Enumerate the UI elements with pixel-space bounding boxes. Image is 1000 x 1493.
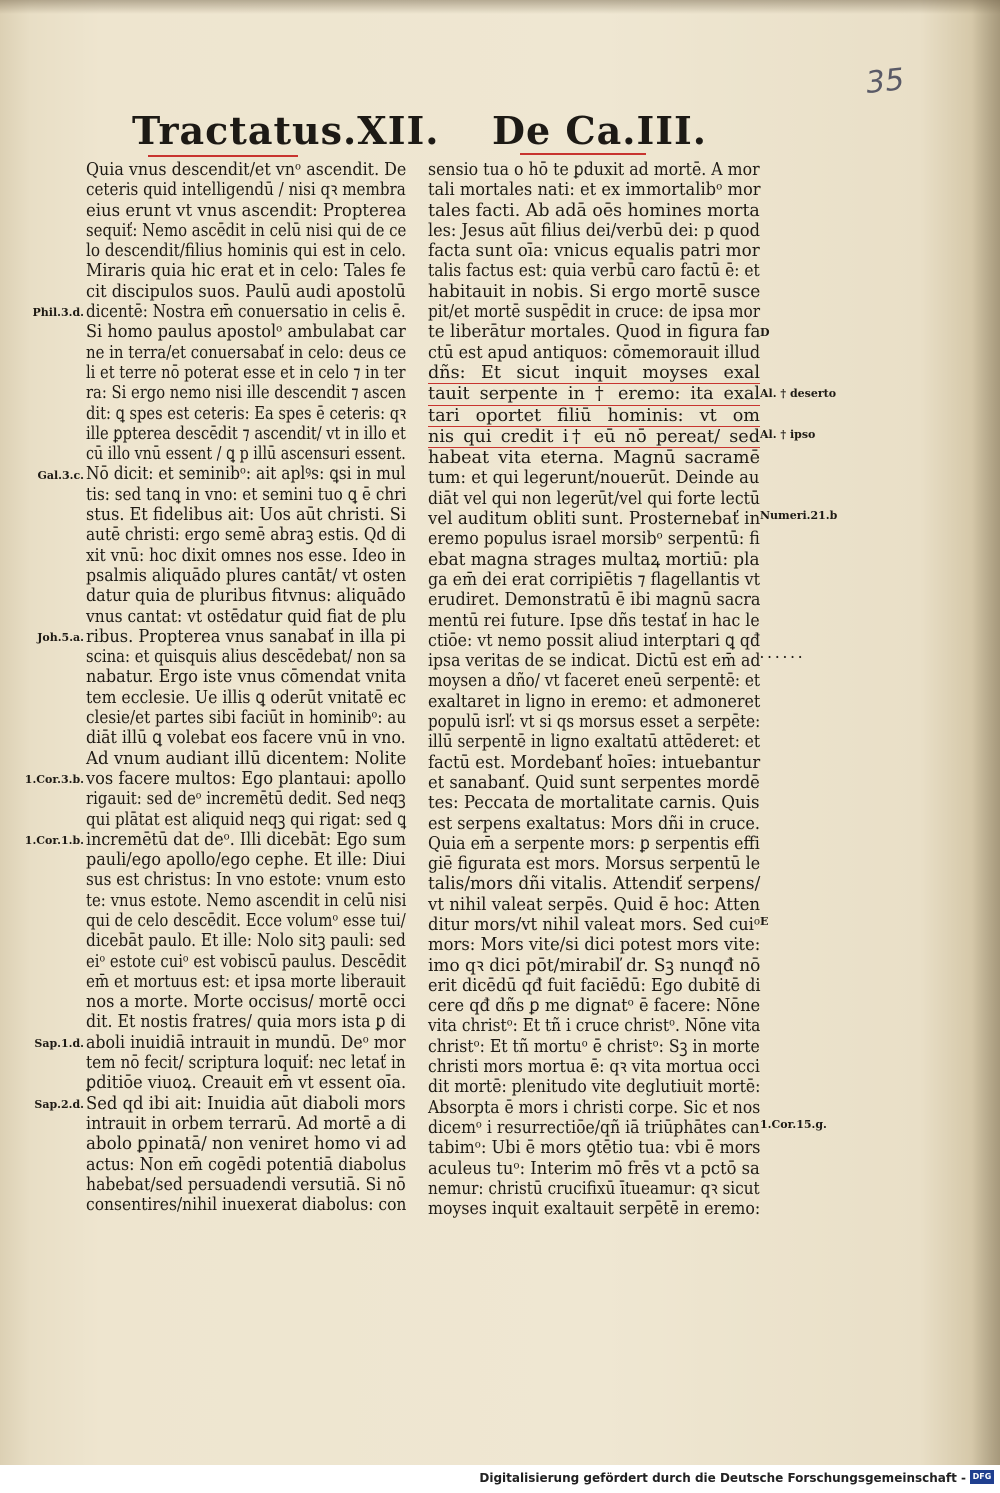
text-column-left	[86, 160, 406, 1215]
text-line: incremētū dat deᵒ. Illi dicebāt: Ego sum	[86, 829, 406, 850]
text-line: est serpens exaltatus: Mors dñi in cruce.	[428, 813, 760, 834]
marginal-note: · · · · · ·	[760, 651, 803, 665]
text-line: te: vnus estote. Nemo ascendit in celū nisi	[86, 890, 407, 911]
text-line: intrauit in orbem terrarū. Ad mortē a di	[86, 1113, 406, 1134]
text-line: psalmis aliquādo plures cantāt/ vt osten	[86, 565, 407, 586]
text-line: lo descendit/filius hominis qui est in celo.	[86, 241, 406, 262]
text-line: tes: Peccata de mortalitate carnis. Quis	[428, 793, 760, 814]
text-line: erit dicēdū qđ fuit faciēdū: Ego dubitē di	[428, 975, 761, 996]
text-line: nabatur. Ergo iste vnus cōmendat vnita	[86, 667, 407, 688]
text-line: xit vnū: hoc dixit omnes nos esse. Ideo in	[86, 545, 406, 566]
text-line: pit/et mortē suspēdit in cruce: de ipsa mor	[428, 302, 761, 323]
text-line: rigauit: sed deᵒ incremētū dedit. Sed neqꝫ	[86, 789, 406, 810]
text-line: habebat/sed persuadendi versutiā. Si nō	[86, 1174, 406, 1195]
text-line: pauli/ego apollo/ego cephe. Et ille: Diui	[86, 850, 406, 871]
text-line: nos a morte. Morte occisus/ mortē occi	[86, 992, 406, 1013]
text-line: li et terre nō poterat esse et in celo ⁊ in ter	[86, 362, 406, 383]
text-line: sus est christus: In vno estote: vnum esto	[86, 870, 406, 891]
text-line: Quia vnus descendit/et vnᵒ ascendit. De	[86, 160, 407, 180]
marginal-note: Sap.1.d.	[34, 1036, 84, 1050]
marginal-note: Sap.2.d.	[34, 1097, 84, 1111]
text-line: tis: sed tanꝗ in vno: et semini tuo ꝗ ē chri	[86, 484, 407, 505]
text-line: qui plātat est aliquid neqꝫ qui rigat: sed ꝗ	[86, 809, 407, 830]
text-line: tauit serpente in † eremo: ita exal	[428, 384, 760, 405]
text-line: talis/mors dñi vitalis. Attendiť serpens/	[428, 874, 761, 895]
text-line: habitauit in nobis. Si ergo mortē susce	[428, 281, 761, 302]
text-line: dñs: Et sicut inquit moyses exal	[428, 362, 760, 383]
marginal-note: Al. † deserto	[760, 387, 837, 401]
text-line: Absorpta ē mors i christi corpe. Sic et nos	[428, 1097, 761, 1118]
rubric-underline-right	[520, 153, 646, 155]
text-line: qui de celo descēdit. Ecce volumᵒ esse tui/	[86, 910, 406, 931]
text-line: Ad vnum audiant illū dicentem: Nolite	[86, 748, 407, 769]
marginal-note: 1.Cor.15.g.	[760, 1118, 827, 1132]
text-line: dicebāt paulo. Et ille: Nolo sitꝫ pauli: sed	[86, 931, 406, 952]
text-line: ra: Si ergo nemo nisi ille descendit ⁊ ascen	[86, 383, 407, 404]
running-head-left: Tractatus.XII.	[132, 108, 440, 153]
text-line: ipsa veritas de se indicat. Dictū est em̄ ad	[428, 651, 761, 672]
text-line: illū serpentē in ligno exaltatū attēderet: et	[428, 732, 761, 753]
text-line: eremo populus israel morsibᵒ serpentū: fi	[428, 529, 760, 550]
text-line: sequiť: Nemo ascēdit in celū nisi qui de ce	[86, 220, 407, 241]
text-line: vel auditum obliti sunt. Prosternebať in	[428, 509, 761, 530]
text-line: vnus cantat: vt ostēdatur quid fiat de plu	[86, 606, 407, 627]
text-line: tari oportet filiū hominis: vt om	[428, 405, 760, 426]
text-line: vita christᵒ: Et tñ i cruce christᵒ. Nōne vita	[428, 1016, 761, 1037]
text-line: giē figurata est mors. Morsus serpentū le	[428, 854, 761, 875]
text-line: Nō dicit: et seminibᵒ: ait aplꝰs: ꝗsi in mul	[86, 464, 406, 485]
text-line: consentires/nihil inuexerat diabolus: con	[86, 1195, 407, 1216]
text-line: abolo ꝑpinatā/ non veniret homo vi ad	[86, 1134, 407, 1155]
text-line: exaltaret in ligno in eremo: et admoneret	[428, 691, 761, 712]
text-line: eiᵒ estote cuiᵒ est vobiscū paulus. Descēdit	[86, 951, 407, 972]
text-line: mentū rei future. Ipse dñs testať in hac le	[428, 610, 760, 631]
text-line: ditur mors/vt nihil valeat mors. Sed cuiᵒ	[428, 914, 761, 935]
marginal-note: Al. † ipso	[760, 427, 816, 441]
text-line: Quia em̄ a serpente mors: ꝑ serpentis effi	[428, 833, 760, 854]
text-line: vos facere multos: Ego plantaui: apollo	[86, 768, 407, 789]
text-line: Miraris quia hic erat et in celo: Tales fe	[86, 261, 406, 282]
text-line: imo qꝛ dici pōt/mirabiľ dr. Sꝫ nunqđ nō	[428, 955, 761, 976]
text-line: factū est. Mordebanť hoīes: intuebantur	[428, 752, 761, 773]
text-line: nemur: christū crucifixū ītueamur: qꝛ sicut	[428, 1178, 760, 1199]
text-line: dit mortē: plenitudo vite deglutiuit mortē:	[428, 1077, 761, 1098]
text-line: ebat magna strages multaꝝ mortiū: pla	[428, 549, 760, 570]
text-line: cit discipulos suos. Paulū audi apostolū	[86, 281, 406, 302]
text-line: te liberātur mortales. Quod in figura fa	[428, 322, 761, 343]
text-line: erudiret. Demonstratū ē ibi magnū sacra	[428, 590, 761, 611]
dfg-logo: DFG	[970, 1470, 994, 1484]
text-line: christᵒ: Et tñ mortuᵒ ē christᵒ: Sꝫ in morte	[428, 1036, 760, 1057]
text-column-right	[428, 160, 760, 1219]
text-line: christi mors mortua ē: qꝛ vita mortua occi	[428, 1057, 760, 1078]
text-line: em̄ et mortuus est: et ipsa morte liberauit	[86, 971, 406, 992]
text-line: actus: Non em̄ cogēdi potentiā diabolus	[86, 1154, 407, 1175]
marginal-note: Numeri.21.b	[760, 509, 838, 523]
text-line: nis qui credit i† eū nō pereat/ sed	[428, 426, 760, 447]
text-line: scina: et quisquis alius descēdebat/ non sa	[86, 647, 407, 668]
digitization-credit: Digitalisierung gefördert durch die Deutsche Forschungsgemeinschaft -	[479, 1471, 966, 1485]
text-line: moyses inquit exaltauit serpētē in eremo:	[428, 1199, 761, 1220]
text-line: clesie/et partes sibi faciūt in hominibᵒ: au	[86, 708, 407, 729]
text-line: ctiōe: vt nemo possit aliud interptari ꝗ qđ	[428, 630, 761, 651]
text-line: tali mortales nati: et ex immortalibᵒ mor	[428, 180, 761, 201]
text-line: vt nihil valeat serpēs. Quid ē hoc: Atten	[428, 894, 761, 915]
text-line: aboli inuidiā intrauit in mundū. Deᵒ mor	[86, 1032, 406, 1053]
text-line: sensio tua o hō te ꝑduxit ad mortē. A mor	[428, 160, 760, 180]
text-line: dit: ꝗ spes est ceteris: Ea spes ē ceteris: qꝛ	[86, 403, 407, 424]
text-line: eius erunt vt vnus ascendit: Propterea	[86, 200, 407, 221]
text-line: les: Jesus aūt filius dei/verbū dei: p quod	[428, 220, 760, 241]
marginal-note: 1.Cor.1.b.	[24, 833, 84, 847]
text-line: dicemᵒ i resurrectiōe/qñ iā triūphātes can	[428, 1117, 760, 1138]
text-line: diāt illū ꝗ volebat eos facere vnū in vno.	[86, 728, 406, 749]
text-line: Sed qd ibi ait: Inuidia aūt diaboli mors	[86, 1093, 406, 1114]
text-line: ceteris quid intelligendū / nisi qꝛ membra	[86, 180, 406, 201]
text-line: ribus. Propterea vnus sanabať in illa pi	[86, 626, 406, 647]
text-line: diāt vel qui non legerūt/vel qui forte lectū	[428, 488, 760, 509]
marginal-note: D	[760, 326, 770, 340]
text-line: tabimᵒ: Ubi ē mors ꝯtētio tua: vbi ē mors	[428, 1138, 761, 1159]
text-line: aculeus tuᵒ: Interim mō frēs vt a pctō sa	[428, 1158, 760, 1179]
text-line: tem ecclesie. Ue illis ꝗ oderūt vnitatē ec	[86, 687, 407, 708]
text-line: tum: et qui legerunt/nouerūt. Deinde au	[428, 468, 760, 489]
text-line: datur quia de pluribus fitvnus: aliquādo	[86, 586, 406, 607]
text-line: dit. Et nostis fratres/ quia mors ista ꝑ di	[86, 1012, 406, 1033]
text-line: ille ꝑpterea descēdit ⁊ ascendit/ vt in illo et	[86, 423, 406, 444]
marginal-note: E	[760, 915, 769, 929]
text-line: stus. Et fidelibus ait: Uos aūt christi. Si	[86, 505, 406, 526]
text-line: ga em̄ dei erat corripiētis ⁊ flagellantis vt	[428, 569, 760, 590]
text-line: cere qđ dñs ꝑ me dignatᵒ ē facere: Nōne	[428, 996, 761, 1017]
text-line: habeat vita eterna. Magnū sacramē	[428, 448, 760, 469]
text-line: autē christi: ergo semē abraꝫ estis. Qd di	[86, 525, 406, 546]
text-line: moysen a dño/ vt faceret eneū serpentē: et	[428, 671, 761, 692]
folio-number: 35	[864, 62, 906, 101]
text-line: cū illo vnū essent / ꝗ p illū ascensuri essent.	[86, 444, 406, 465]
text-line: mors: Mors vite/si dici potest mors vite:	[428, 935, 761, 956]
text-line: ne in terra/et conuersabať in celo: deus ce	[86, 342, 407, 363]
marginal-note: Gal.3.c.	[37, 468, 84, 482]
text-line: populū isrľ: vt si qs morsus esset a serpēte:	[428, 712, 761, 733]
marginal-note: 1.Cor.3.b.	[24, 773, 84, 786]
text-line: Si homo paulus apostolᵒ ambulabat car	[86, 322, 406, 343]
marginal-note: Joh.5.a.	[37, 630, 84, 644]
text-line: tales facti. Ab adā oēs homines morta	[428, 200, 760, 221]
text-line: facta sunt oīa: vnicus equalis patri mor	[428, 241, 760, 262]
marginal-note: Phil.3.d.	[32, 306, 84, 320]
running-head-right: De Ca.III.	[492, 108, 708, 153]
text-line: tem nō fecit/ scriptura loquiť: nec letať in	[86, 1053, 406, 1074]
text-line: dicentē: Nostra em̄ conuersatio in celis ē.	[86, 302, 406, 323]
text-line: et sanabanť. Quid sunt serpentes mordē	[428, 772, 760, 793]
text-line: ctū est apud antiquos: cōmemorauit illud	[428, 342, 761, 363]
text-line: talis factus est: quia verbū caro factū ē: et	[428, 261, 760, 282]
text-line: ꝑditiōe viuoꝝ. Creauit em̄ vt essent oīa.	[86, 1073, 407, 1094]
rubric-underline-left	[148, 155, 298, 157]
